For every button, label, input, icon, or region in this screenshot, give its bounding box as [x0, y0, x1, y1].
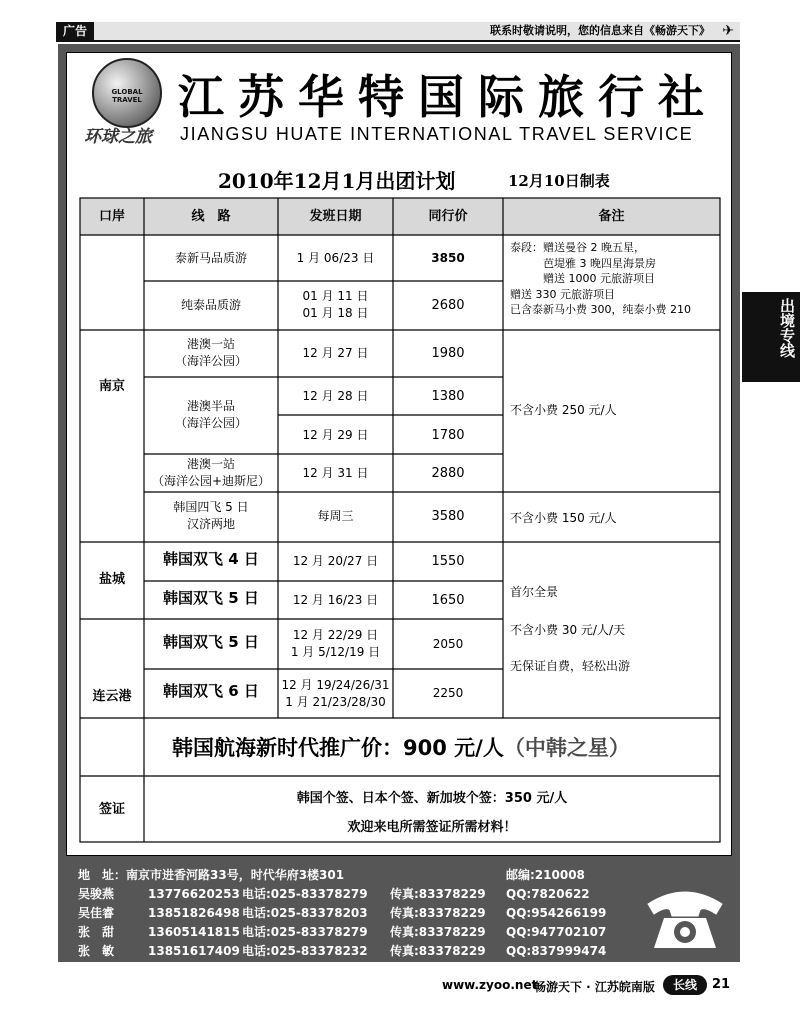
price-row-6: 2880: [431, 466, 465, 481]
promo-line: [172, 732, 630, 762]
section-side-tab: [742, 292, 800, 382]
side-tab-label: 出境专线: [778, 298, 796, 358]
top-note-text: 联系时敬请说明，您的信息来自《畅游天下》: [490, 24, 710, 37]
port-lianyungang: 连云港: [92, 689, 132, 704]
date-row-8: 12 月 20/27 日: [292, 554, 379, 568]
promo-ship-name: （中韩之星）: [503, 736, 630, 760]
magazine-name: 畅游天下 · 江苏皖南版: [534, 980, 655, 994]
contact-tel: 电话:025-83378279: [242, 925, 368, 939]
price-row-8: 1550: [431, 554, 465, 569]
date-row-9: 12 月 16/23 日: [292, 593, 379, 607]
contact-qq: QQ:837999474: [506, 944, 607, 958]
address: 地 址：南京市进香河路33号，时代华府3楼301: [78, 868, 345, 882]
note-korea-nocompulsory: 无保证自费，轻松出游: [510, 659, 631, 673]
route-korea-5day-lyg: 韩国双飞 5 日: [163, 633, 259, 651]
route-korea-4day: 韩国双飞 4 日: [163, 550, 259, 568]
contact-tel: 电话:025-83378279: [242, 887, 368, 901]
contact-qq: QQ:954266199: [506, 906, 607, 920]
route-thai-sg-my: 泰新马品质游: [174, 251, 247, 265]
date-row-1: 1 月 06/23 日: [296, 251, 375, 265]
airplane-icon: ✈: [722, 23, 734, 39]
contact-fax: 传真:83378229: [390, 887, 486, 901]
visa-materials: 欢迎来电所需签证所需材料！: [347, 820, 517, 835]
contact-tel: 电话:025-83378232: [242, 944, 368, 958]
contact-name: 吴佳睿: [78, 906, 115, 920]
contact-footer: [78, 866, 638, 961]
price-row-5: 1780: [431, 428, 465, 443]
price-row-10: 2050: [432, 637, 464, 651]
contact-qq: QQ:7820622: [506, 887, 590, 901]
route-korea-5day-yc: 韩国双飞 5 日: [163, 589, 259, 607]
contact-name: 吴骏燕: [78, 887, 115, 901]
route-hk-macau-half: 港澳半品 （海洋公园）: [174, 399, 247, 430]
price-row-9: 1650: [431, 593, 465, 608]
telephone-icon: [644, 884, 726, 954]
plan-date: 12月10日制表: [508, 172, 610, 190]
contact-row: [78, 904, 638, 923]
contact-row: [78, 885, 638, 904]
contact-fax: 传真:83378229: [390, 944, 486, 958]
header-date: 发班日期: [309, 209, 362, 224]
header-notes: 备注: [598, 209, 625, 224]
header-route: 线 路: [191, 209, 231, 224]
price-row-3: 1980: [431, 346, 465, 361]
price-row-1: 3850: [431, 251, 465, 265]
site-url[interactable]: www.zyoo.net: [442, 978, 538, 992]
header-price: 同行价: [428, 209, 468, 224]
note-hk-macau: 不含小费 250 元/人: [510, 403, 617, 417]
contact-qq: QQ:947702107: [506, 925, 607, 939]
note-korea-tips: 不含小费 30 元/人/天: [510, 623, 625, 637]
contact-row: [78, 923, 638, 942]
date-row-11: 12 月 19/24/26/31 1 月 21/23/28/30: [281, 678, 390, 709]
price-row-4: 1380: [431, 389, 465, 404]
logo-subtitle: 环球之旅: [84, 127, 152, 147]
contact-mobile: 13605141815: [148, 925, 240, 939]
port-yancheng: 盐城: [98, 572, 125, 587]
company-name-en: JIANGSU HUATE INTERNATIONAL TRAVEL SERVICE: [180, 124, 694, 144]
price-row-2: 2680: [431, 298, 465, 313]
date-row-7: 每周三: [317, 509, 354, 523]
route-korea-6day: 韩国双飞 6 日: [163, 682, 259, 700]
contact-name: 张 敏: [78, 944, 115, 958]
contact-mobile: 13851826498: [148, 906, 240, 920]
header-port: 口岸: [98, 209, 125, 224]
date-row-5: 12 月 29 日: [302, 428, 369, 442]
page-number: 21: [712, 977, 731, 992]
postcode: 邮编:210008: [506, 868, 585, 882]
bottom-bar: [0, 970, 800, 1000]
visa-price: 韩国个签、日本个签、新加坡个签：350 元/人: [296, 791, 568, 806]
price-row-7: 3580: [431, 509, 465, 524]
date-row-3: 12 月 27 日: [302, 346, 369, 360]
ad-label: 广告: [56, 22, 94, 40]
company-name-cn: 江苏华特国际旅行社: [178, 70, 718, 124]
note-thailand: 泰段：赠送曼谷 2 晚五星， 芭堤雅 3 晚四星海景房 赠送 1000 元旅游项目 赠送 330 元旅游项目 已含泰新马小费 300，纯泰小费 210: [510, 241, 691, 316]
address-row: [78, 866, 638, 885]
note-korea-seoul: 首尔全景: [510, 585, 559, 599]
note-korea-4fly: 不含小费 150 元/人: [510, 511, 617, 525]
route-pure-thai: 纯泰品质游: [180, 298, 241, 312]
route-korea-4fly: 韩国四飞 5 日 汉济两地: [173, 500, 249, 531]
price-row-11: 2250: [432, 686, 464, 700]
contact-row: [78, 942, 638, 961]
route-hk-macau-1: 港澳一站 （海洋公园）: [174, 337, 247, 368]
contact-mobile: 13851617409: [148, 944, 240, 958]
route-hk-macau-disney: 港澳一站 （海洋公园+迪斯尼）: [151, 457, 271, 488]
contact-tel: 电话:025-83378203: [242, 906, 368, 920]
contact-fax: 传真:83378229: [390, 925, 486, 939]
date-row-6: 12 月 31 日: [302, 466, 369, 480]
date-row-4: 12 月 28 日: [302, 389, 369, 403]
promo-main: 韩国航海新时代推广价：900 元/人: [172, 736, 504, 760]
port-visa: 签证: [98, 802, 125, 817]
date-row-10: 12 月 22/29 日 1 月 5/12/19 日: [290, 628, 381, 659]
plan-title: 2010年12月1月出团计划: [218, 169, 456, 193]
date-row-2: 01 月 11 日 01 月 18 日: [302, 289, 369, 320]
contact-mobile: 13776620253: [148, 887, 240, 901]
logo-ring-text: GLOBAL TRAVEL: [111, 88, 143, 104]
port-nanjing: 南京: [98, 379, 125, 394]
contact-fax: 传真:83378229: [390, 906, 486, 920]
section-badge: 长线: [663, 975, 707, 995]
contact-name: 张 甜: [78, 925, 115, 939]
